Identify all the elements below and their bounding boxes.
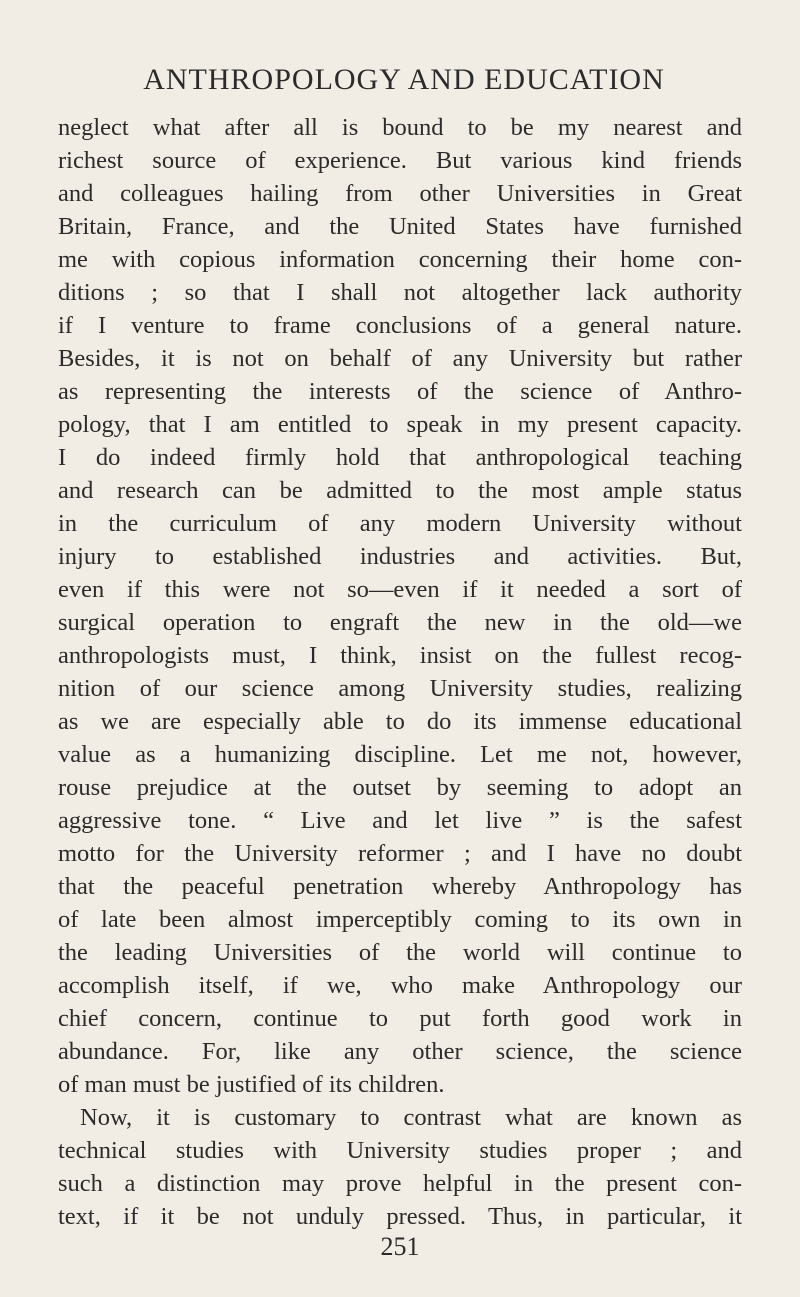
text-line: richest source of experience. But various kind friends [58,147,742,174]
text-line: injury to established industries and activities. But, [58,543,742,570]
text-line: ditions ; so that I shall not altogether lack authority [58,279,742,306]
text-line: technical studies with University studies proper ; and [58,1137,742,1164]
text-line: in the curriculum of any modern University without [58,510,742,537]
text-line: that the peaceful penetration whereby Anthropology has [58,873,742,900]
body-text [58,111,742,1233]
paragraph-first-line: Now, it is customary to contrast what are known as [80,1104,742,1131]
page-number: 251 [380,1232,420,1261]
text-line: accomplish itself, if we, who make Anthropology our [58,972,742,999]
text-line: chief concern, continue to put forth good work in [58,1005,742,1032]
text-line: if I venture to frame conclusions of a general nature. [58,312,742,339]
text-line: surgical operation to engraft the new in the old—we [58,609,742,636]
text-line: the leading Universities of the world will continue to [58,939,742,966]
text-line: pology, that I am entitled to speak in my present capacity. [58,411,742,438]
text-line: text, if it be not unduly pressed. Thus, in particular, it [58,1203,742,1230]
text-line: I do indeed firmly hold that anthropological teaching [58,444,742,471]
text-line: neglect what after all is bound to be my nearest and [58,114,742,141]
text-line: of man must be justified of its children. [58,1071,445,1098]
text-line: abundance. For, like any other science, the science [58,1038,742,1065]
text-line: and research can be admitted to the most ample status [58,477,742,504]
text-line: such a distinction may prove helpful in the present con- [58,1170,742,1197]
text-line: Britain, France, and the United States have furnished [58,213,742,240]
running-head-title: ANTHROPOLOGY AND EDUCATION [143,63,665,96]
text-line: Besides, it is not on behalf of any University but rather [58,345,742,372]
text-line: anthropologists must, I think, insist on the fullest recog- [58,642,742,669]
text-line: nition of our science among University studies, realizing [58,675,742,702]
text-line: rouse prejudice at the outset by seeming to adopt an [58,774,742,801]
text-line: motto for the University reformer ; and I have no doubt [58,840,742,867]
text-line: aggressive tone. “ Live and let live ” is the safest [58,807,742,834]
text-line: even if this were not so—even if it needed a sort of [58,576,742,603]
text-line: as we are especially able to do its immense educational [58,708,742,735]
text-line: me with copious information concerning their home con- [58,246,742,273]
text-line: of late been almost imperceptibly coming to its own in [58,906,742,933]
text-line: as representing the interests of the science of Anthro- [58,378,742,405]
text-line: value as a humanizing discipline. Let me not, however, [58,741,742,768]
text-line: and colleagues hailing from other Universities in Great [58,180,742,207]
